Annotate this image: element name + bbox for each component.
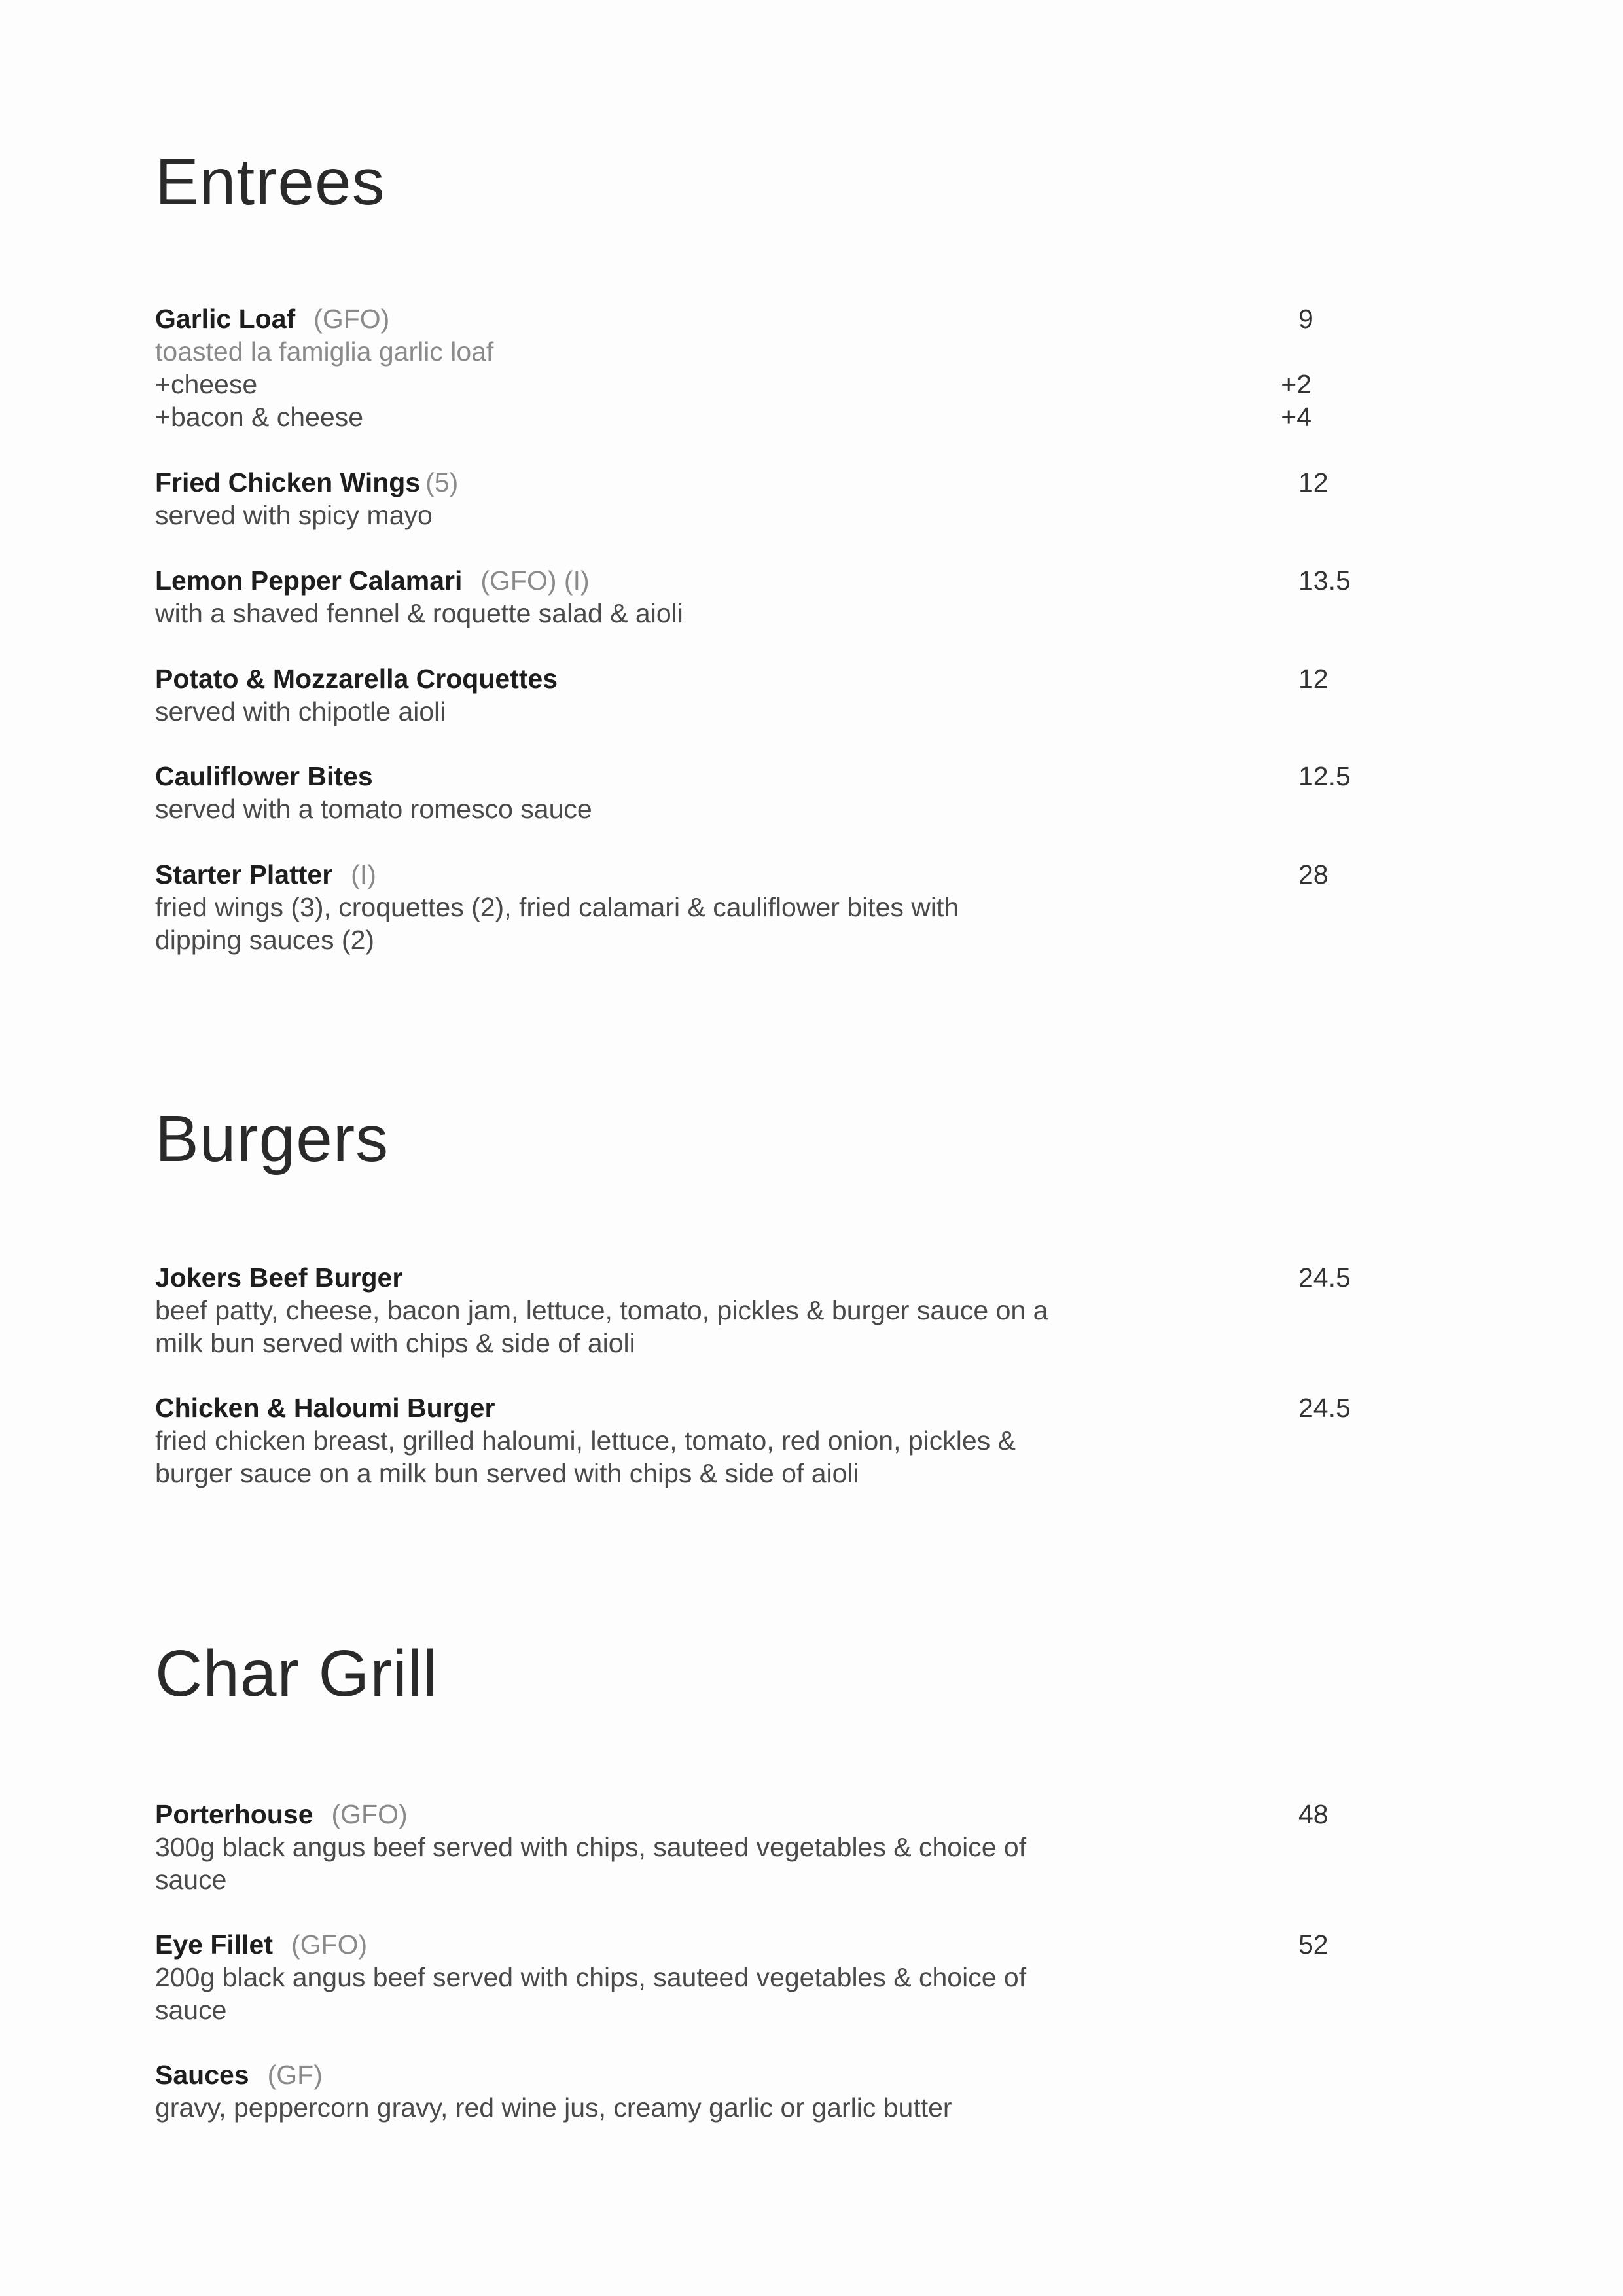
item-description: toasted la famiglia garlic loaf <box>155 336 494 367</box>
menu-item-garlic-loaf <box>155 302 1137 433</box>
item-description-cont: milk bun served with chips & side of aioli <box>155 1328 635 1358</box>
item-price: 52 <box>1298 1929 1329 1960</box>
item-price: 9 <box>1298 304 1313 334</box>
item-description-cont: sauce <box>155 1995 227 2025</box>
item-price: 12.5 <box>1298 761 1351 791</box>
item-description: beef patty, cheese, bacon jam, lettuce, tomato, pickles & burger sauce on a <box>155 1295 1048 1325</box>
item-description: served with a tomato romesco sauce <box>155 794 592 824</box>
section-heading-entrees: Entrees <box>155 145 385 219</box>
item-tag: (I) <box>351 859 376 889</box>
item-description: fried chicken breast, grilled haloumi, lettuce, tomato, red onion, pickles & <box>155 1426 1016 1456</box>
item-name: Potato & Mozzarella Croquettes <box>155 664 558 694</box>
item-name: Sauces <box>155 2060 249 2090</box>
item-name: Cauliflower Bites <box>155 761 373 791</box>
item-description: served with spicy mayo <box>155 500 433 530</box>
menu-item-cauliflower-bites <box>155 760 1137 825</box>
item-description: fried wings (3), croquettes (2), fried calamari & cauliflower bites with <box>155 892 959 922</box>
item-name: Fried Chicken Wings <box>155 467 421 497</box>
item-price: 24.5 <box>1298 1393 1351 1423</box>
item-tag: (GFO) <box>291 1929 368 1960</box>
addon-label: +cheese <box>155 369 258 399</box>
item-description-cont: sauce <box>155 1865 227 1895</box>
item-tag: (GF) <box>267 2060 323 2090</box>
item-description: with a shaved fennel & roquette salad & aioli <box>155 598 683 628</box>
addon-price: +4 <box>1281 402 1311 432</box>
item-price: 12 <box>1298 664 1329 694</box>
item-price: 12 <box>1298 467 1329 497</box>
item-name: Garlic Loaf <box>155 304 296 334</box>
menu-item-sauces <box>155 2058 1137 2124</box>
item-description: served with chipotle aioli <box>155 696 446 726</box>
menu-item-lemon-pepper-calamari <box>155 564 1137 630</box>
item-description: gravy, peppercorn gravy, red wine jus, creamy garlic or garlic butter <box>155 2092 952 2123</box>
item-name: Porterhouse <box>155 1799 313 1829</box>
item-price: 28 <box>1298 859 1329 889</box>
addon-label: +bacon & cheese <box>155 402 363 432</box>
item-price: 24.5 <box>1298 1263 1351 1293</box>
menu-item-porterhouse <box>155 1798 1137 1896</box>
item-name: Starter Platter <box>155 859 333 889</box>
menu-item-croquettes <box>155 662 1137 728</box>
item-description-cont: dipping sauces (2) <box>155 925 375 955</box>
item-description-cont: burger sauce on a milk bun served with chips & side of aioli <box>155 1458 859 1488</box>
item-tag: (GFO) (I) <box>480 565 590 596</box>
item-name: Chicken & Haloumi Burger <box>155 1393 495 1423</box>
menu-item-chicken-haloumi-burger <box>155 1391 1137 1490</box>
item-tag: (GFO) <box>331 1799 408 1829</box>
menu-item-starter-platter <box>155 858 1137 956</box>
menu-item-jokers-beef-burger <box>155 1261 1137 1359</box>
menu-item-eye-fillet <box>155 1928 1137 2026</box>
section-heading-burgers: Burgers <box>155 1102 389 1175</box>
item-name: Eye Fillet <box>155 1929 274 1960</box>
item-description: 200g black angus beef served with chips, sauteed vegetables & choice of <box>155 1962 1027 1992</box>
item-tag: (GFO) <box>313 304 390 334</box>
item-name: Jokers Beef Burger <box>155 1263 403 1293</box>
addon-price: +2 <box>1281 369 1311 399</box>
item-name: Lemon Pepper Calamari <box>155 565 463 596</box>
item-price: 48 <box>1298 1799 1329 1829</box>
item-tag: (5) <box>425 467 459 497</box>
item-description: 300g black angus beef served with chips, sauteed vegetables & choice of <box>155 1832 1027 1862</box>
menu-item-fried-chicken-wings <box>155 466 1137 531</box>
section-heading-char-grill: Char Grill <box>155 1637 438 1710</box>
item-price: 13.5 <box>1298 565 1351 596</box>
